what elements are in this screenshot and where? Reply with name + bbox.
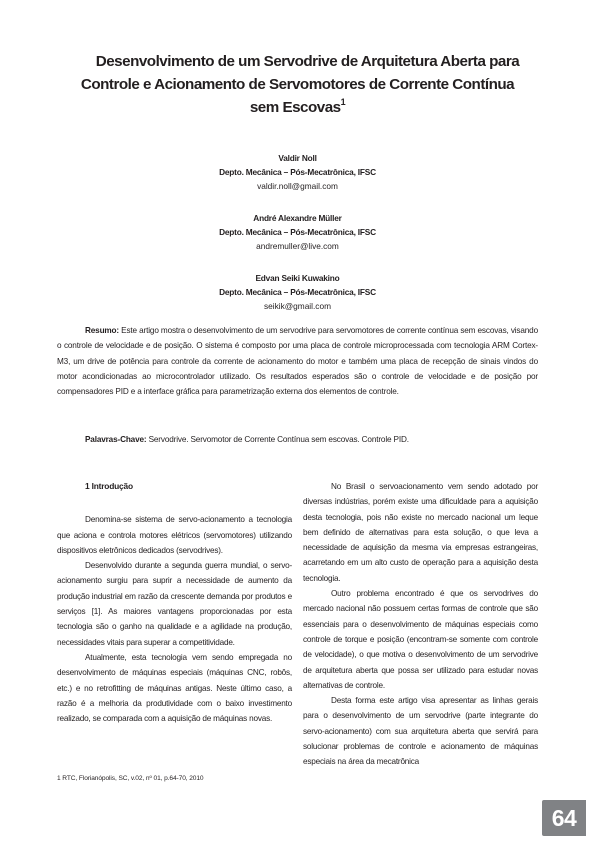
abstract-text: Este artigo mostra o desenvolvimento de um servodrive para servomotores de corrente contínua sem escovas, visando o controle de velocidade e de posição. O sistema é composto por uma placa de controle microprocessada com tecnologia ARM Cortex-M3, um drive de potência para controle da corrente de acionamento do motor e também uma placa de recepção de sinais vindos do motor acondicionadas ao microcontrolador utilizado. Os resultados esperados são o controle de velocidade e de posição por compensadores PID e a interface gráfica para parametrização externa dos elementos de controle. [57,326,538,397]
footnote: 1 RTC, Florianópolis, SC, v.02, nº 01, p.64-70, 2010 [57,775,204,782]
keywords-text: Servodrive. Servomotor de Corrente Contínua sem escovas. Controle PID. [146,435,409,444]
author-name: André Alexandre Müller [253,213,342,223]
author-name: Edvan Seiki Kuwakino [255,273,340,283]
author-2 [120,211,475,253]
title-line-1: Desenvolvimento de um Servodrive de Arquitetura Aberta para [95,53,520,70]
title-footnote-mark: 1 [340,97,346,107]
author-email: andremuller@live.com [256,241,339,251]
author-dept: Depto. Mecânica – Pós-Mecatrônica, IFSC [219,287,376,297]
title-line-2: Controle e Acionamento de Servomotores de Corrente Contínua [80,76,515,93]
keywords-label: Palavras-Chave: [85,435,147,444]
paragraph: Desta forma este artigo visa apresentar as linhas gerais para o desenvolvimento de um servodrive (parte integrante do servo-acionamento) com sua arquitetura aberta que servirá para solucionar problemas de controle e acionamento de máquinas especiais na área da mecatrônica [303,696,538,767]
section-heading: 1 Introdução [85,481,133,491]
paper-title [60,50,535,119]
author-email: valdir.noll@gmail.com [257,181,338,191]
abstract [57,323,538,400]
author-name: Valdir Noll [278,153,317,163]
author-dept: Depto. Mecânica – Pós-Mecatrônica, IFSC [219,227,376,237]
title-line-3: sem Escovas [249,99,341,116]
page-number-badge: 64 [542,800,586,836]
author-dept: Depto. Mecânica – Pós-Mecatrônica, IFSC [219,167,376,177]
keywords [57,432,538,447]
right-column [303,479,538,770]
abstract-label: Resumo: [85,326,119,335]
author-email: seikik@gmail.com [264,301,331,311]
paragraph: Denomina-se sistema de servo-acionamento a tecnologia que aciona e controla motores elétricos (servomotores) utilizando dispositivos eletrônicos dedicados (servodrives). [57,515,292,555]
paragraph: No Brasil o servoacionamento vem sendo adotado por diversas indústrias, porém existe uma dificuldade para a aquisição desta tecnologia, pois não existe no mercado nacional um leque bem definido de alternativas para esta solução, o que leva a necessidade de aquisição da mesma via empresas estrangeiras, acarretando em um alto custo de operação para a aquisição desta tecnologia. [303,482,538,583]
paragraph: Outro problema encontrado é que os servodrives do mercado nacional não possuem certas formas de controle que são essenciais para o desenvolvimento de máquinas especiais como controle de torque e posição (encontram-se somente com controle de velocidade), o que motiva o desenvolvimento de um servodrive de arquitetura aberta que possa ser utilizado para estudar novas alternativas de controle. [303,589,538,690]
left-column [57,479,292,726]
author-3 [120,271,475,313]
paragraph: Atualmente, esta tecnologia vem sendo empregada no desenvolvimento de máquinas especiais (máquinas CNC, robôs, etc.) e no retrofitting de máquinas antigas. Neste último caso, a razão é a melhoria da produtividade com o baixo investimento realizado, se comparada com a aquisição de máquinas novas. [57,652,292,724]
paragraph: Desenvolvido durante a segunda guerra mundial, o servo-acionamento surgiu para suprir a necessidade de aumento da produção industrial em razão da crescente demanda por produtos e serviços [1]. As maiores vantagens proporcionadas por esta tecnologia são o ganho na qualidade e a agilidade na produção, necessidades vitais para superar a competitividade. [57,561,292,647]
author-1 [120,151,475,193]
